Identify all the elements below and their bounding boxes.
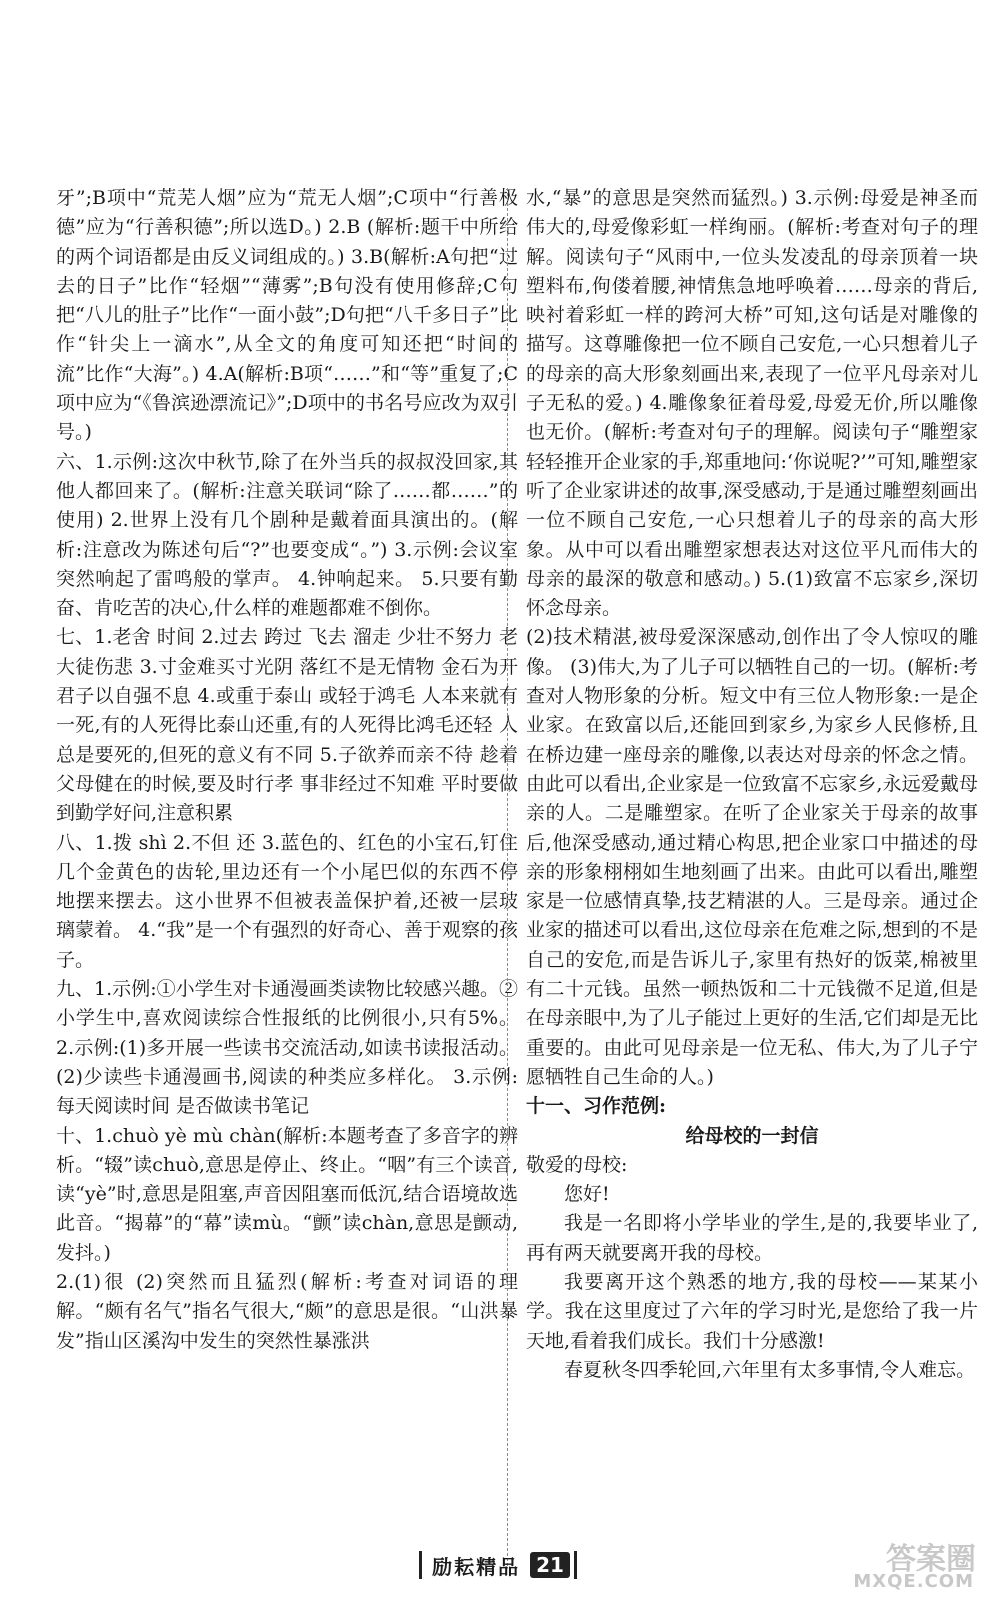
left-section-9: 九、1.示例:①小学生对卡通漫画类读物比较感兴趣。②小学生中,喜欢阅读综合性报纸的比例很小,只有5%。 2.示例:(1)多开展一些读书交流活动,如读书读报活动。 (2)少读些卡通漫画书,阅读的种类应多样化。 3.示例:每天阅读时间 是否做读书笔记 [56, 978, 518, 1118]
column-divider [507, 188, 508, 1566]
section-11-heading: 十一、习作范例: [526, 1095, 667, 1118]
left-para-1: 牙”;B项中“荒芜人烟”应为“荒无人烟”;C项中“行善极德”应为“行善积德”;所以选D。) 2.B (解析:题干中所给的两个词语都是由反义词组成的。) 3.B(解析:A句把“过去的日子”比作“轻烟”“薄雾”;B句没有使用修辞;C句把“八儿的肚子”比作“一面小鼓”;D句把“八千多日子”比作“针尖上一滴水”,从全文的角度可知还把“时间的流”比作“大海”。) 4.A(解析:B项“……”和“等”重复了;C项中应为“《鲁滨逊漂流记》”;D项中的书名号应改为双引号。) [56, 187, 518, 444]
left-section-8: 八、1.拨 shì 2.不但 还 3.蓝色的、红色的小宝石,钉住几个金黄色的齿轮,里边还有一个小尾巴似的东西不停地摆来摆去。这小世界不但被表盖保护着,还被一层玻璃蒙着。 4.“我”是一个有强烈的好奇心、善于观察的孩子。 [56, 831, 518, 971]
essay-para-1: 我是一名即将小学毕业的学生,是的,我要毕业了,再有两天就要离开我的母校。 [526, 1212, 978, 1264]
left-para-last: 2.(1)很 (2)突然而且猛烈(解析:考查对词语的理解。“颇有名气”指名气很大,“颇”的意思是很。“山洪暴发”指山区溪沟中发生的突然性暴涨洪 [56, 1270, 518, 1352]
right-para-1: 水,“暴”的意思是突然而猛烈。) 3.示例:母爱是神圣而伟大的,母爱像彩虹一样绚丽。(解析:考查对句子的理解。阅读句子“风雨中,一位头发凌乱的母亲顶着一块塑料布,佝偻着腰,神情焦急地呼唤着……母亲的背后,映衬着彩虹一样的跨河大桥”可知,这句话是对雕像的描写。这尊雕像把一位不顾自己安危,一心只想着儿子的母亲的高大形象刻画出来,表现了一位平凡母亲对儿子无私的爱。) 4.雕像象征着母爱,母爱无价,所以雕像也无价。(解析:考查对句子的理解。阅读句子“雕塑家轻轻推开企业家的手,郑重地问:‘你说呢?’”可知,雕塑家听了企业家讲述的故事,深受感动,于是通过雕塑刻画出一位不顾自己安危,一心只想着儿子的母亲的高大形象。从中可以看出雕塑家想表达对这位平凡而伟大的母亲的最深的敬意和感动。) 5.(1)致富不忘家乡,深切怀念母亲。 [526, 187, 978, 620]
essay-greeting: 您好! [564, 1183, 610, 1206]
left-column [56, 184, 518, 1356]
left-section-6: 六、1.示例:这次中秋节,除了在外当兵的叔叔没回家,其他人都回来了。(解析:注意关联词“除了……都……”的使用) 2.世界上没有几个剧种是戴着面具演出的。(解析:注意改为陈述句后“?”也要变成“。”) 3.示例:会议室突然响起了雷鸣般的掌声。 4.钟响起来。 5.只要有勤奋、肯吃苦的决心,什么样的难题都难不倒你。 [56, 450, 518, 620]
footer-right-bar [574, 1551, 577, 1579]
left-section-10: 十、1.chuò yè mù chàn(解析:本题考查了多音字的辨析。“辍”读chuò,意思是停止、终止。“咽”有三个读音,读“yè”时,意思是阻塞,声音因阻塞而低沉,结合语境故选此音。“揭幕”的“幕”读mù。“颤”读chàn,意思是颤动,发抖。) [56, 1124, 518, 1264]
watermark-line2: MXQE.COM [853, 1571, 974, 1592]
footer-left-bar [419, 1551, 422, 1579]
page-number: 21 [530, 1552, 570, 1578]
footer-brand: 励耘精品 [432, 1554, 521, 1579]
essay-para-3: 春夏秋冬四季轮回,六年里有太多事情,令人难忘。 [564, 1358, 976, 1381]
watermark-logo [832, 1534, 982, 1592]
right-column [526, 184, 978, 1385]
essay-salutation: 敬爱的母校: [526, 1153, 628, 1176]
watermark-line1: 答案圈 [886, 1542, 976, 1577]
left-section-7: 七、1.老舍 时间 2.过去 跨过 飞去 溜走 少壮不努力 老大徒伤悲 3.寸金难买寸光阴 落红不是无情物 金石为开 君子以自强不息 4.或重于泰山 或轻于鸿毛 人本来就有一死,有的人死得比泰山还重,有的人死得比鸿毛还轻 人总是要死的,但死的意义有不同 5.子欲养而亲不待 趁着父母健在的时候,要及时行孝 事非经过不知难 平时要做到勤学好问,注意积累 [56, 626, 518, 825]
right-para-2: (2)技术精湛,被母爱深深感动,创作出了令人惊叹的雕像。 (3)伟大,为了儿子可以牺牲自己的一切。(解析:考查对人物形象的分析。短文中有三位人物形象:一是企业家。在致富以后,还能回到家乡,为家乡人民修桥,且在桥边建一座母亲的雕像,以表达对母亲的怀念之情。由此可以看出,企业家是一位致富不忘家乡,永远爱戴母亲的人。二是雕塑家。在听了企业家关于母亲的故事后,他深受感动,通过精心构思,把企业家口中描述的母亲的形象栩栩如生地刻画了出来。由此可以看出,雕塑家是一位感情真挚,技艺精湛的人。三是母亲。通过企业家的描述可以看出,这位母亲在危难之际,想到的不是自己的安危,而是告诉儿子,家里有热好的饭菜,棉被里有二十元钱。虽然一顿热饭和二十元钱微不足道,但是在母亲眼中,为了儿子能过上更好的生活,它们却是无比重要的。由此可见母亲是一位无私、伟大,为了儿子宁愿牺牲自己生命的人。) [526, 626, 978, 1088]
essay-para-2: 我要离开这个熟悉的地方,我的母校——某某小学。我在这里度过了六年的学习时光,是您给了我一片天地,看着我们成长。我们十分感激! [526, 1270, 978, 1352]
essay-title: 给母校的一封信 [685, 1124, 819, 1147]
